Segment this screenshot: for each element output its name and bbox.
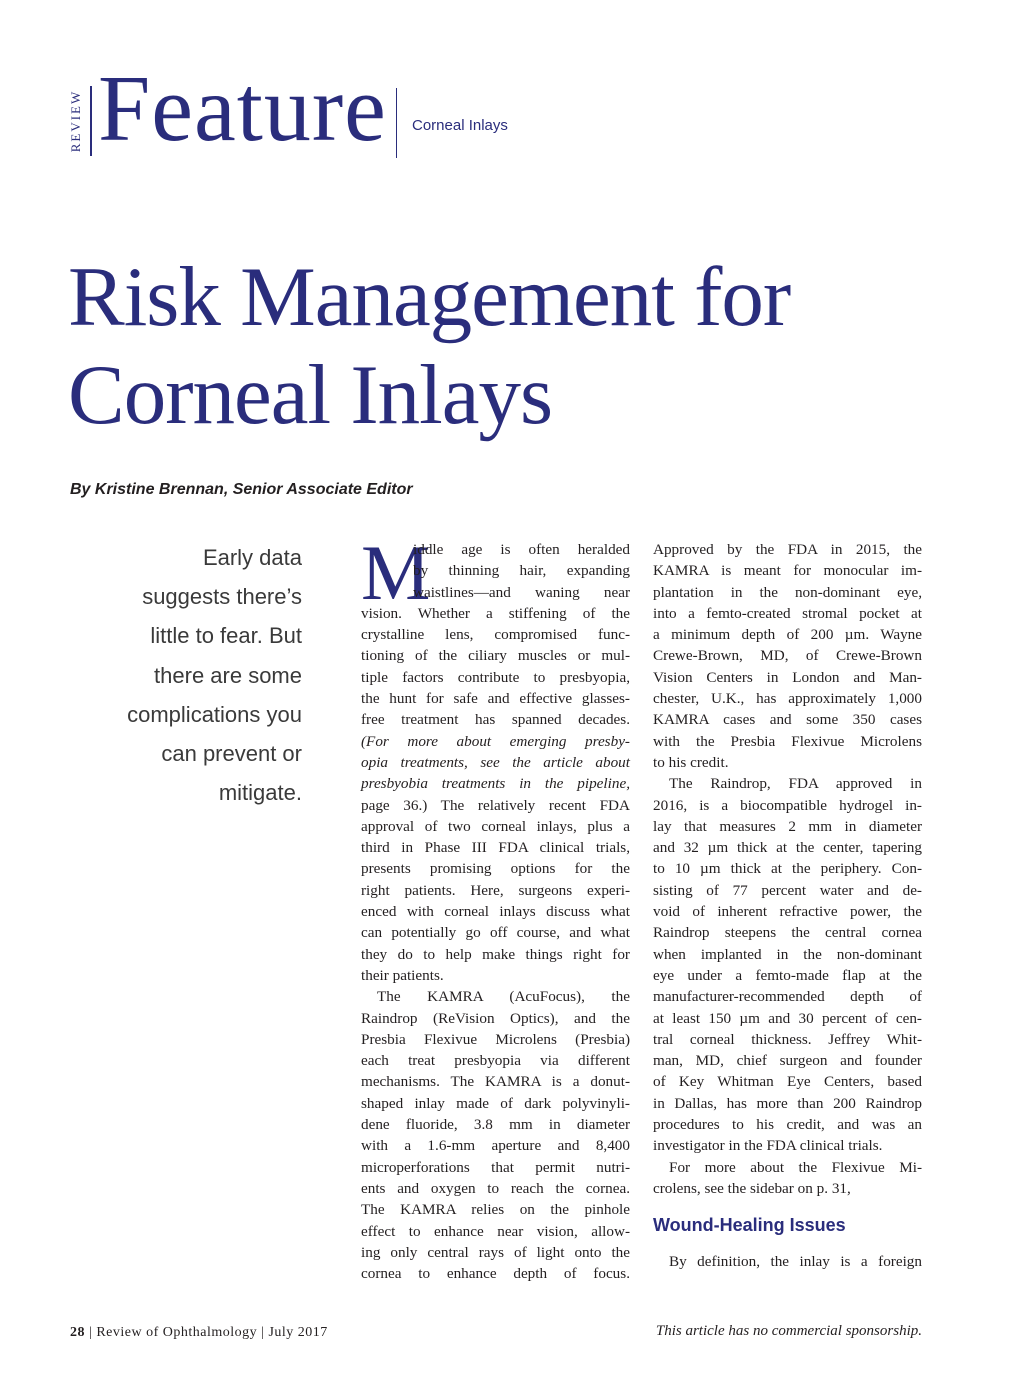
body-line-italic: (For more about emerging presby-: [361, 732, 630, 750]
body-line: ing only central rays of light onto the: [361, 1243, 630, 1261]
body-column-2: [653, 539, 922, 1272]
body-line: Vision Centers in London and Man-: [653, 668, 922, 686]
pull-quote-line: mitigate.: [218, 780, 302, 806]
body-line: microperforations that permit nutri-: [361, 1158, 630, 1176]
pull-quote: [60, 538, 302, 812]
sponsorship-disclaimer: This article has no commercial sponsorship.: [655, 1323, 922, 1339]
body-line: crystalline lens, compromised func-: [361, 626, 630, 644]
body-line: waistlines—and waning near: [413, 583, 630, 601]
body-line: page 36.) The relatively recent FDA: [361, 796, 630, 814]
body-line: The KAMRA (AcuFocus), the: [377, 988, 630, 1006]
body-line: lay that measures 2 mm in diameter: [653, 817, 922, 835]
body-line: into a femto-created stromal pocket at: [653, 604, 922, 622]
body-line: procedures to his credit, and was an: [653, 1116, 922, 1134]
body-line: iddle age is often heralded: [413, 541, 630, 558]
body-line: their patients.: [361, 966, 444, 984]
body-line-italic: opia treatments, see the article about: [361, 753, 630, 771]
page-number: 28: [70, 1325, 85, 1340]
pull-quote-line: suggests there’s: [142, 584, 302, 610]
body-line: tiple factors contribute to presbyopia,: [361, 668, 630, 686]
body-line: KAMRA cases and some 350 cases: [653, 711, 922, 729]
body-line: KAMRA is meant for monocular im-: [653, 562, 922, 580]
body-line: eye under a femto-made flap at the: [653, 966, 922, 984]
body-line: shaped inlay made of dark polyvinyli-: [361, 1094, 630, 1112]
body-line: chester, U.K., has approximately 1,000: [653, 690, 922, 708]
body-line: effect to enhance near vision, allow-: [361, 1222, 630, 1240]
footer-separator: |: [261, 1325, 265, 1340]
body-column-1: [361, 539, 630, 1284]
pull-quote-line: little to fear. But: [150, 623, 302, 649]
section-label: Corneal Inlays: [412, 117, 508, 134]
body-line: by thinning hair, expanding: [413, 562, 630, 580]
body-line: ents and oxygen to reach the cornea.: [361, 1179, 630, 1197]
pull-quote-line: complications you: [127, 701, 302, 727]
body-line: crolens, see the sidebar on p. 31,: [653, 1179, 851, 1197]
body-line: in Dallas, has more than 200 Raindrop: [653, 1094, 922, 1112]
body-line: The KAMRA relies on the pinhole: [361, 1201, 630, 1219]
body-line: can potentially go off course, and what: [361, 924, 630, 942]
body-line: each treat presbyopia via different: [361, 1052, 630, 1070]
body-line: of Key Whitman Eye Centers, based: [653, 1073, 922, 1091]
body-line: Raindrop (ReVision Optics), and the: [361, 1009, 630, 1027]
body-line: and 32 µm thick at the center, tapering: [653, 839, 922, 857]
body-line: manufacturer-recommended depth of: [653, 988, 922, 1006]
body-line: cornea to enhance depth of focus.: [361, 1265, 630, 1283]
body-line: free treatment has spanned decades.: [361, 711, 630, 729]
body-line: tral corneal thickness. Jeffrey Whit-: [653, 1030, 922, 1048]
body-line: at least 150 µm and 30 percent of cen-: [653, 1009, 922, 1027]
body-line-italic: presbyobia treatments in the pipeline,: [361, 775, 630, 793]
title-line-2: Corneal Inlays: [68, 348, 553, 442]
body-line: right patients. Here, surgeons experi-: [361, 881, 630, 899]
body-line: presents promising options for the: [361, 860, 630, 878]
body-line: vision. Whether a stiffening of the: [361, 604, 630, 622]
body-line: with the Presbia Flexivue Microlens: [653, 732, 922, 750]
section-subhead: Wound-Healing Issues: [653, 1215, 846, 1236]
body-line: investigator in the FDA clinical trials.: [653, 1137, 883, 1155]
footer-folio: [70, 1325, 328, 1341]
article-title: [68, 248, 968, 444]
body-line: Crewe-Brown, MD, of Crewe-Brown: [653, 647, 922, 665]
body-line: to his credit.: [653, 753, 729, 771]
body-line: Approved by the FDA in 2015, the: [653, 541, 922, 558]
byline: By Kristine Brennan, Senior Associate Editor: [70, 481, 413, 498]
body-line: mechanisms. The KAMRA is a donut-: [361, 1073, 630, 1091]
body-line: man, MD, chief surgeon and founder: [653, 1052, 922, 1070]
body-line: Raindrop steepens the central cornea: [653, 924, 922, 942]
body-line: void of inherent refractive power, the: [653, 903, 922, 921]
publication-name: Review of Ophthalmology: [96, 1325, 258, 1340]
body-line: sisting of 77 percent water and de-: [653, 881, 922, 899]
body-line: plantation in the non-dominant eye,: [653, 583, 922, 601]
masthead-rule-left: [90, 86, 92, 156]
body-line: a minimum depth of 200 µm. Wayne: [653, 626, 922, 644]
body-line: tioning of the ciliary muscles or mul-: [361, 647, 630, 665]
issue-date: July 2017: [268, 1325, 328, 1340]
pull-quote-line: Early data: [202, 545, 302, 570]
body-line: when implanted in the non-dominant: [653, 945, 922, 963]
body-line: 2016, is a biocompatible hydrogel in-: [653, 796, 922, 814]
pull-quote-line: can prevent or: [161, 741, 302, 767]
review-label: REVIEW: [68, 89, 83, 153]
body-line: third in Phase III FDA clinical trials,: [361, 839, 630, 857]
feature-heading: Feature: [98, 57, 387, 161]
footer-separator: |: [89, 1325, 93, 1340]
body-line: with a 1.6-mm aperture and 8,400: [361, 1137, 630, 1155]
body-line: enced with corneal inlays discuss what: [361, 903, 630, 921]
body-line: Presbia Flexivue Microlens (Presbia): [361, 1030, 630, 1048]
drop-cap: M: [361, 529, 431, 616]
body-line: The Raindrop, FDA approved in: [669, 775, 922, 793]
title-line-1: Risk Management for: [68, 250, 791, 344]
body-line: approval of two corneal inlays, plus a: [361, 817, 630, 835]
body-line: dene fluoride, 3.8 mm in diameter: [361, 1116, 630, 1134]
body-line: the hunt for safe and effective glasses-: [361, 690, 630, 708]
masthead-rule-right: [396, 88, 397, 158]
pull-quote-line: there are some: [154, 662, 302, 688]
body-line: to 10 µm thick at the periphery. Con-: [653, 860, 922, 878]
body-line: they do to help make things right for: [361, 945, 630, 963]
body-line: By definition, the inlay is a foreign: [669, 1252, 922, 1270]
body-line: For more about the Flexivue Mi-: [669, 1158, 922, 1176]
